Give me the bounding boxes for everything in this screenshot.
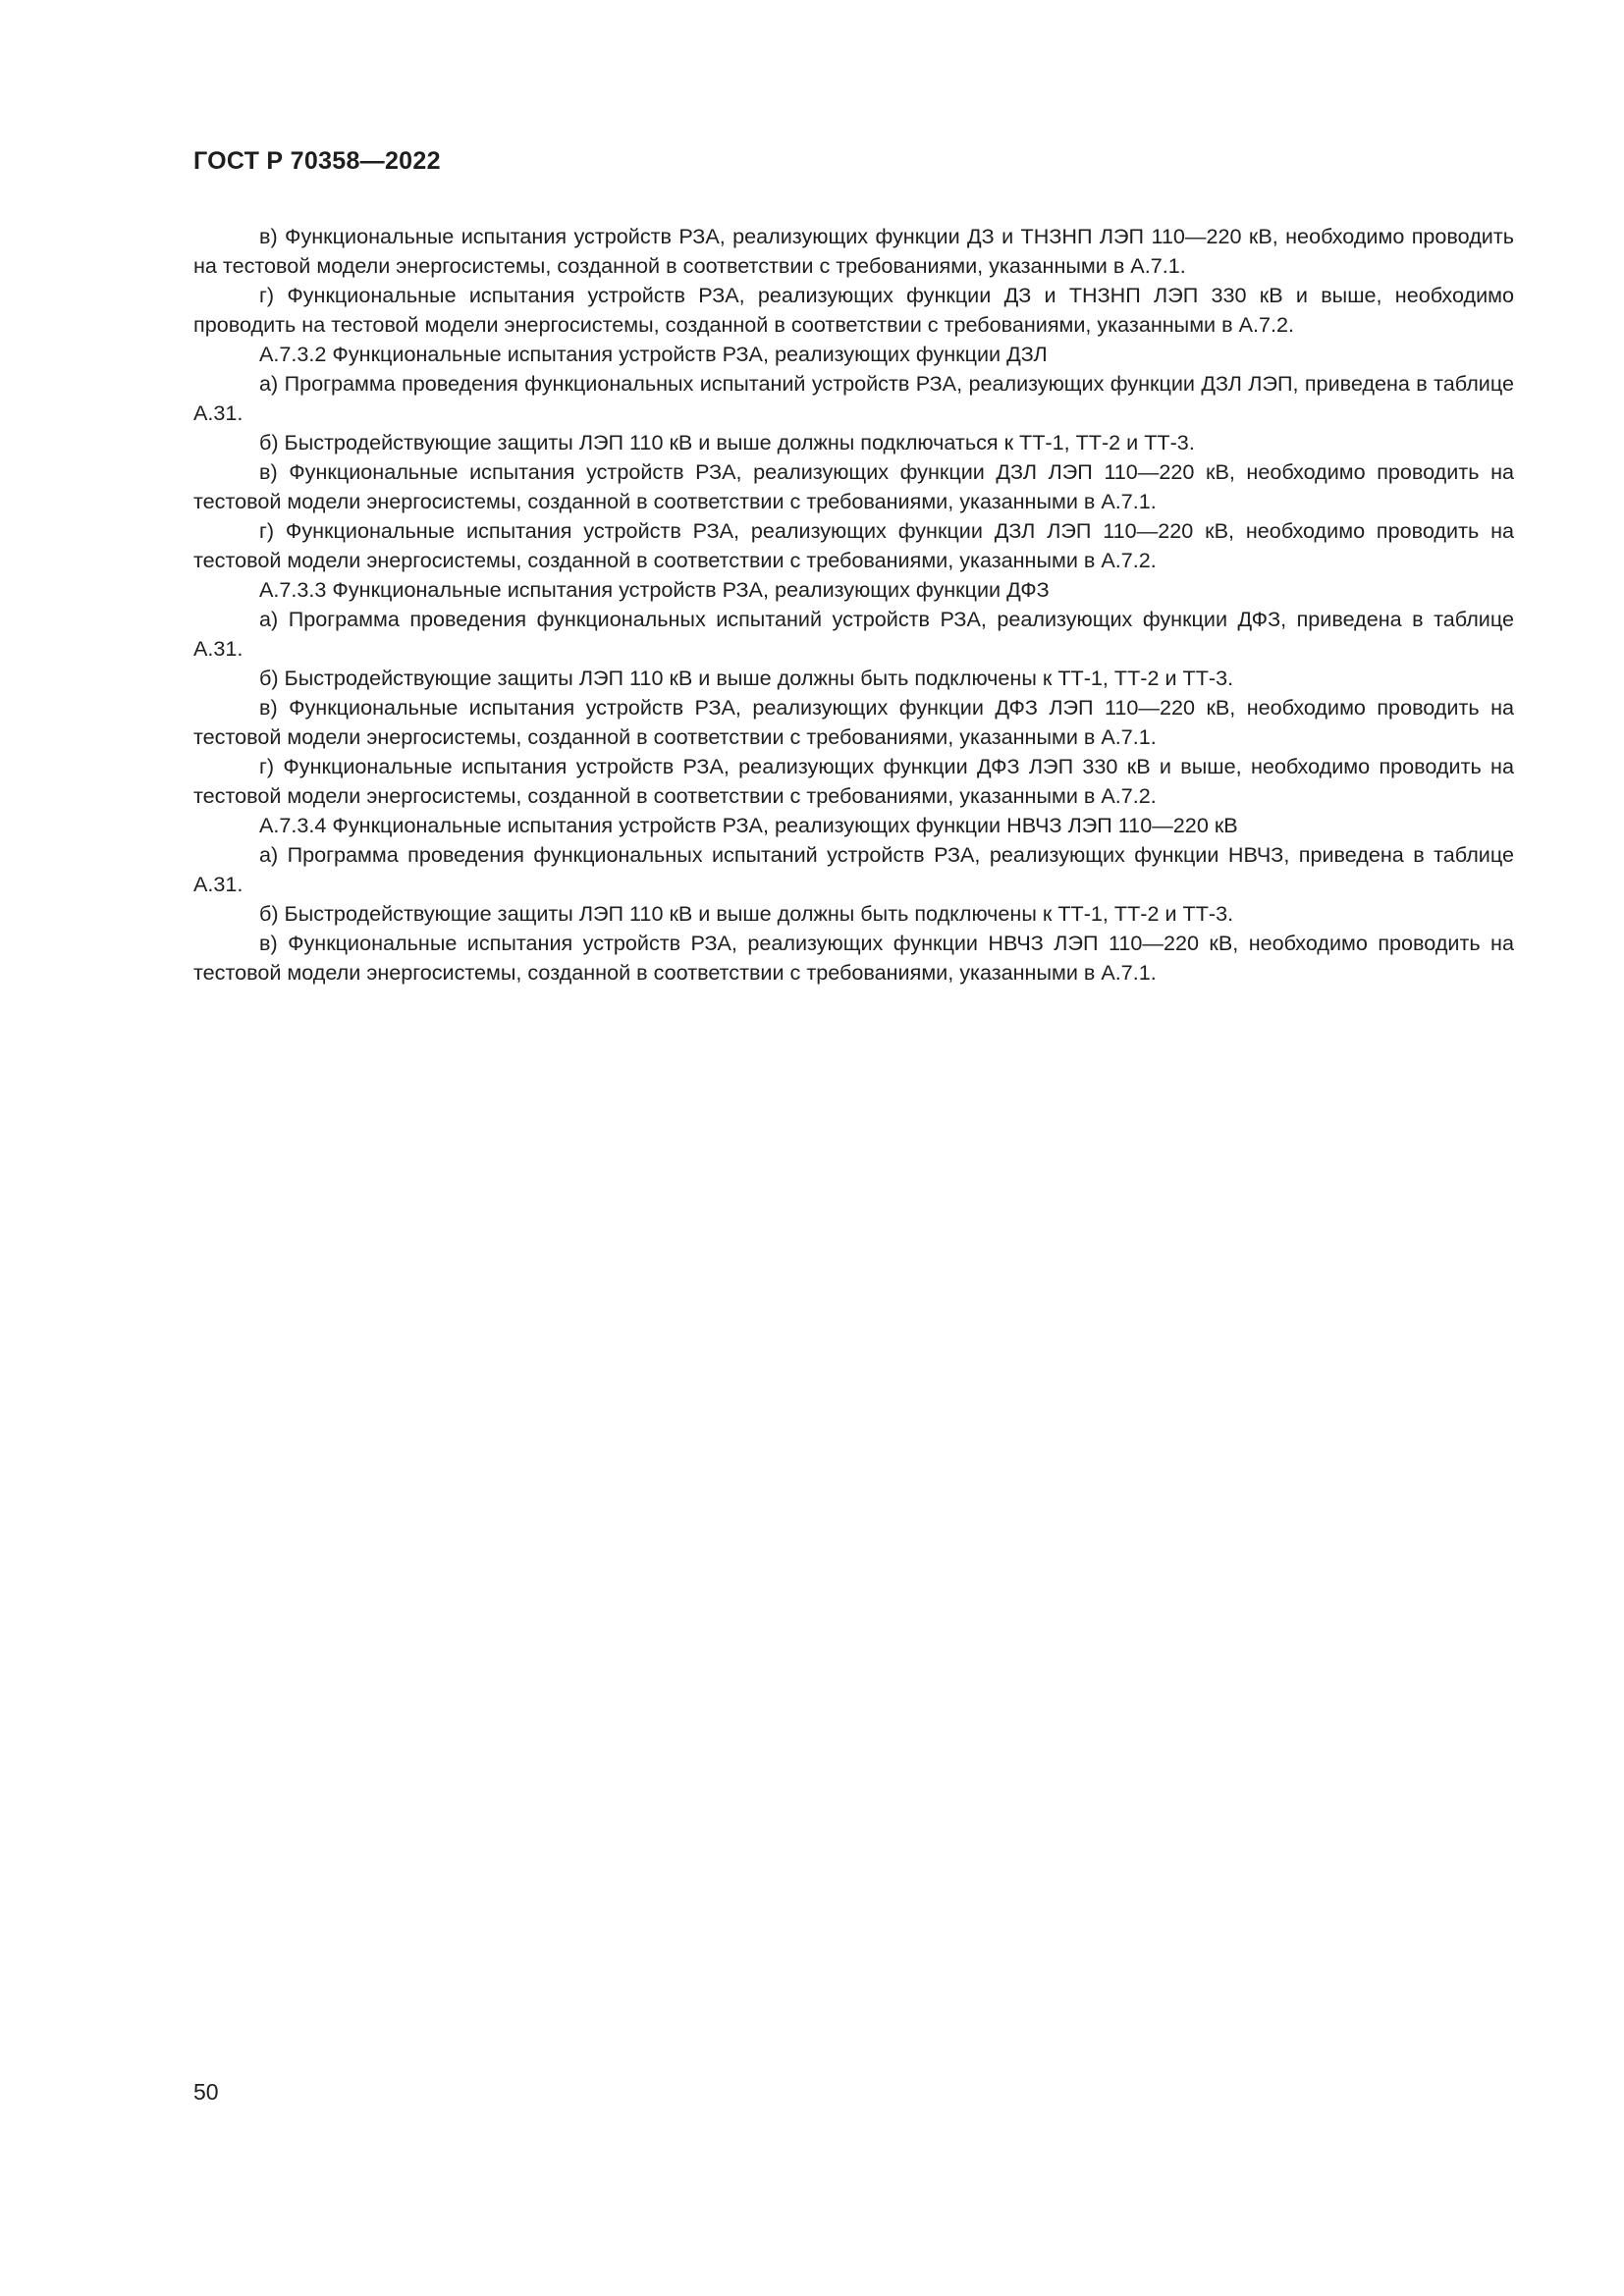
paragraph: в) Функциональные испытания устройств РЗА, реализующих функции ДЗЛ ЛЭП 110—220 кВ, необходимо проводить на тестовой модели энергосистемы, созданной в соответствии с требованиями, указанными в А.7.1. [193, 459, 1514, 513]
paragraph: б) Быстродействующие защиты ЛЭП 110 кВ и выше должны быть подключены к ТТ-1, ТТ-2 и ТТ-3. [259, 901, 1234, 926]
page-header: ГОСТ Р 70358—2022 [193, 147, 441, 175]
section-heading: А.7.3.4 Функциональные испытания устройств РЗА, реализующих функции НВЧЗ ЛЭП 110—220 кВ [259, 813, 1238, 837]
paragraph: б) Быстродействующие защиты ЛЭП 110 кВ и выше должны подключаться к ТТ-1, ТТ-2 и ТТ-3. [259, 430, 1195, 454]
paragraph: а) Программа проведения функциональных испытаний устройств РЗА, реализующих функции ДЗЛ ЛЭП, приведена в таблице А.31. [193, 371, 1514, 425]
paragraph: г) Функциональные испытания устройств РЗА, реализующих функции ДЗ и ТНЗНП ЛЭП 330 кВ и выше, необходимо проводить на тестовой модели энергосистемы, созданной в соответствии с требованиями, указанными в А.7.2. [193, 283, 1514, 337]
paragraph: г) Функциональные испытания устройств РЗА, реализующих функции ДФЗ ЛЭП 330 кВ и выше, необходимо проводить на тестовой модели энергосистемы, созданной в соответствии с требованиями, указанными в А.7.2. [193, 754, 1514, 808]
section-heading: А.7.3.2 Функциональные испытания устройств РЗА, реализующих функции ДЗЛ [259, 342, 1048, 366]
paragraph: в) Функциональные испытания устройств РЗА, реализующих функции ДЗ и ТНЗНП ЛЭП 110—220 кВ, необходимо проводить на тестовой модели энергосистемы, созданной в соответствии с требованиями, указанными в А.7.1. [193, 224, 1514, 278]
page-number: 50 [193, 2079, 219, 2105]
paragraph: в) Функциональные испытания устройств РЗА, реализующих функции ДФЗ ЛЭП 110—220 кВ, необходимо проводить на тестовой модели энергосистемы, созданной в соответствии с требованиями, указанными в А.7.1. [193, 695, 1514, 749]
paragraph: а) Программа проведения функциональных испытаний устройств РЗА, реализующих функции ДФЗ, приведена в таблице А.31. [193, 607, 1514, 661]
paragraph: б) Быстродействующие защиты ЛЭП 110 кВ и выше должны быть подключены к ТТ-1, ТТ-2 и ТТ-3. [259, 666, 1234, 690]
document-body [193, 222, 1514, 988]
paragraph: г) Функциональные испытания устройств РЗА, реализующих функции ДЗЛ ЛЭП 110—220 кВ, необходимо проводить на тестовой модели энергосистемы, созданной в соответствии с требованиями, указанными в А.7.2. [193, 518, 1514, 572]
paragraph: а) Программа проведения функциональных испытаний устройств РЗА, реализующих функции НВЧЗ, приведена в таблице А.31. [193, 842, 1514, 896]
paragraph: в) Функциональные испытания устройств РЗА, реализующих функции НВЧЗ ЛЭП 110—220 кВ, необходимо проводить на тестовой модели энергосистемы, созданной в соответствии с требованиями, указанными в А.7.1. [193, 931, 1514, 985]
section-heading: А.7.3.3 Функциональные испытания устройств РЗА, реализующих функции ДФЗ [259, 577, 1050, 602]
